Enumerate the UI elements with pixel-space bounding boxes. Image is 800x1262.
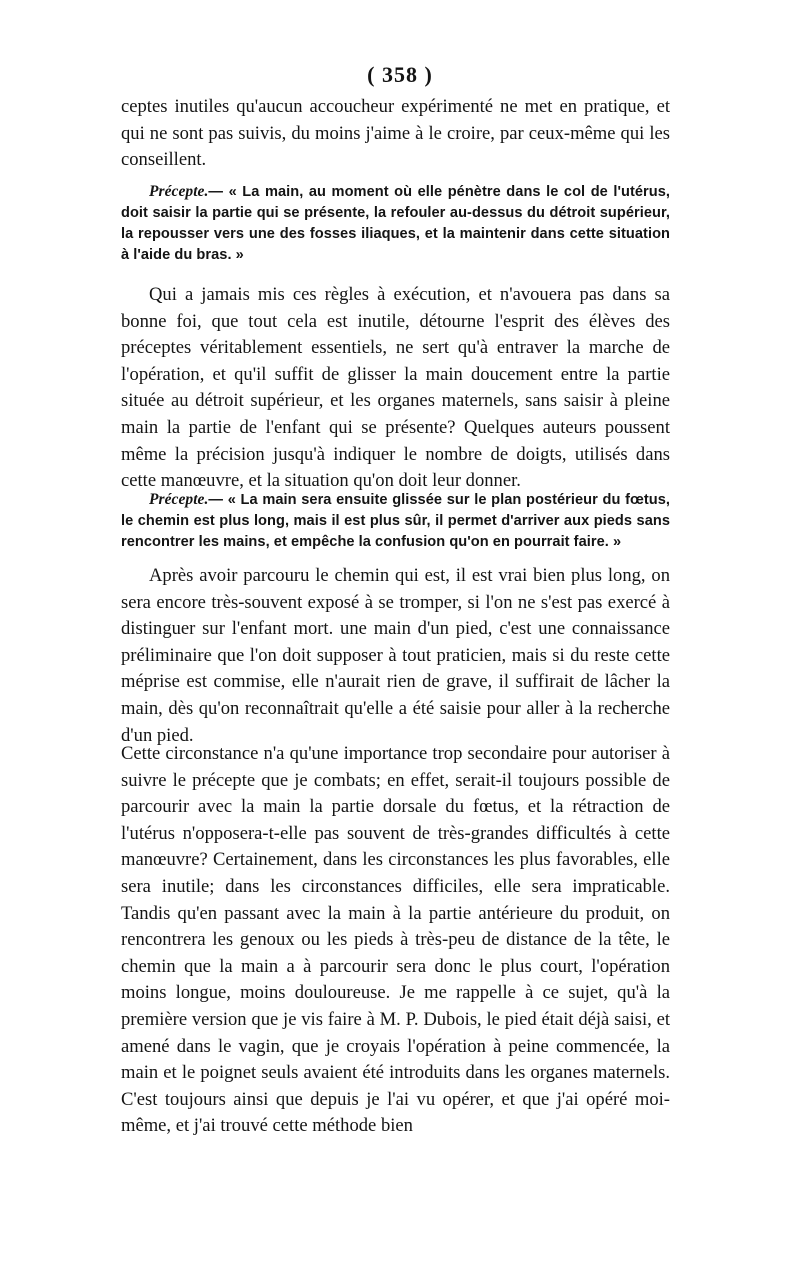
paragraph-continuation [121, 94, 670, 174]
paragraph-3 [121, 563, 670, 749]
precept-paragraph [121, 181, 670, 266]
precept-text: — « La main, au moment où elle pénètre dans le col de l'utérus, doit saisir la partie qui se présente, la refouler au-dessus du détroit supérieur, la repousser vers une des fosses iliaques, et la maintenir dans cette situation à l'aide du bras. » [121, 184, 670, 263]
precept-text: — « La main sera ensuite glissée sur le plan postérieur du fœtus, le chemin est plus long, mais il est plus sûr, il permet d'arriver aux pieds sans rencontrer les mains, et empêche la confusion qu'on en pourrait faire. » [121, 492, 670, 550]
precept-label: Précepte. [149, 491, 209, 508]
paragraph-2 [121, 282, 670, 495]
paragraph-text: Qui a jamais mis ces règles à exécution, et n'avouera pas dans sa bonne foi, que tout cela est inutile, détourne l'esprit des élèves des préceptes véritablement essentiels, ne sert qu'à entraver la marche de l'opération, et qu'il suffit de glisser la main doucement entre la partie située au détroit supérieur, et les organes maternels, sans saisir à pleine main la partie de l'enfant qui se présente? Quelques auteurs poussent même la précision jusqu'à indiquer le nombre de doigts, utilisés dans cette manœuvre, et la situation qu'on doit leur donner. [121, 284, 670, 492]
page-number: ( 358 ) [367, 62, 433, 87]
paragraph-text: Cette circonstance n'a qu'une importance trop secondaire pour autoriser à suivre le précepte que je combats; en effet, serait-il toujours possible de parcourir avec la main la partie dorsale du fœtus, et la rétraction de l'utérus n'opposera-t-elle pas souvent de très-grandes difficultés à cette manœuvre? Certainement, dans les circonstances les plus favorables, elle sera inutile; dans les circonstances difficiles, elle sera impraticable. Tandis qu'en passant avec la main à la partie antérieure du produit, on rencontrera les genoux ou les pieds à très-peu de distance de la tête, le chemin que la main a à parcourir sera donc le plus court, l'opération moins longue, moins douloureuse. Je me rappelle à ce sujet, qu'à la première version que je vis faire à M. P. Dubois, le pied était déjà saisi, et amené dans le vagin, que je croyais l'opération à peine commencée, la main et le poignet seuls avaient été introduits dans les organes maternels. C'est toujours ainsi que depuis je l'ai vu opérer, et que j'ai opéré moi-même, et j'ai trouvé cette méthode bien [121, 743, 670, 1137]
precept-paragraph [121, 489, 670, 553]
precept-quote-1 [121, 181, 670, 266]
precept-label: Précepte. [149, 183, 209, 200]
precept-quote-2 [121, 489, 670, 553]
paragraph-text: Après avoir parcouru le chemin qui est, il est vrai bien plus long, on sera encore très-souvent exposé à se tromper, si l'on ne s'est pas exercé à distinguer sur l'enfant mort. une main d'un pied, c'est une connaissance préliminaire que l'on doit supposer à tout praticien, mais si du reste cette méprise est commise, elle n'aurait rien de grave, il suffirait de lâcher la main, dès qu'on reconnaîtrait qu'elle a été saisie pour aller à la recherche d'un pied. [121, 565, 670, 746]
paragraph-text: ceptes inutiles qu'aucun accoucheur expérimenté ne met en pratique, et qui ne sont pas suivis, du moins j'aime à le croire, par ceux-même qui les conseillent. [121, 96, 670, 171]
paragraph-4 [121, 741, 670, 1140]
